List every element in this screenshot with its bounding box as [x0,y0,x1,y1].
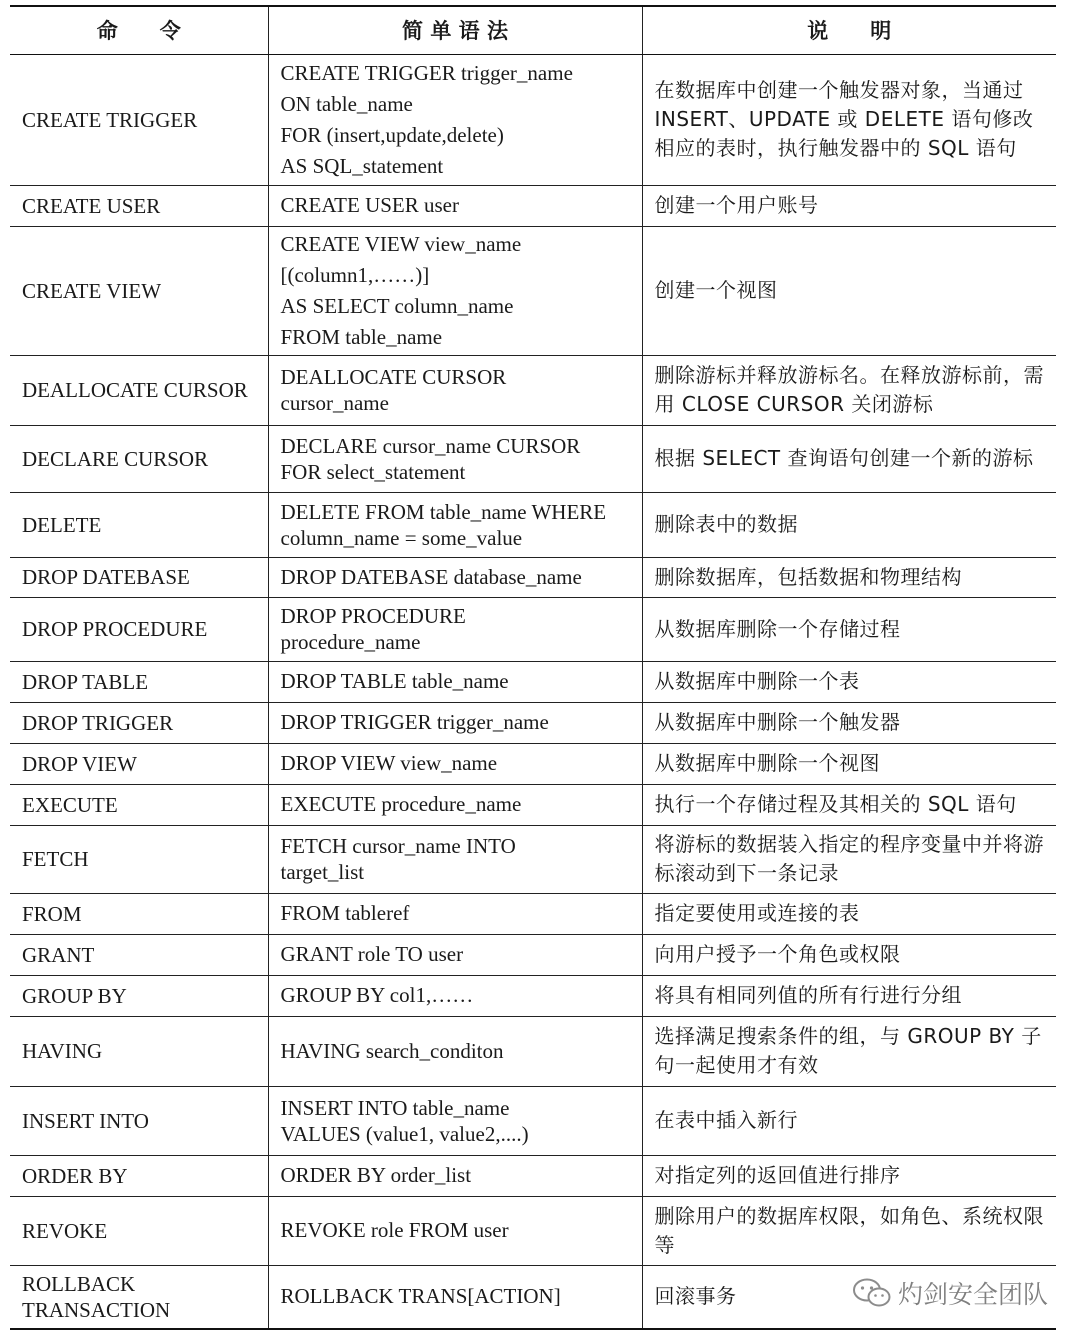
syntax-line: DECLARE cursor_name CURSOR [280,433,581,458]
syntax-line: ON table_name [280,91,413,116]
header-description: 说 明 [642,6,1056,54]
syntax-cell [268,355,642,425]
table-row [10,661,1056,702]
syntax-line: CREATE USER user [280,193,459,217]
command-cell: CREATE USER [10,185,268,226]
syntax-line: DROP VIEW view_name [280,751,498,775]
description-cell: 创建一个用户账号 [642,185,1056,226]
syntax-line: EXECUTE procedure_name [280,792,522,816]
syntax-line: AS SELECT column_name [280,293,514,318]
table-row [10,702,1056,743]
syntax-cell [268,557,642,597]
syntax-cell [268,226,642,355]
table-row [10,185,1056,226]
syntax-cell [268,492,642,557]
syntax-cell [268,934,642,975]
syntax-line: DEALLOCATE CURSOR [280,365,507,389]
command-cell: EXECUTE [10,784,268,825]
syntax-line: CREATE VIEW view_name [280,231,522,256]
description-cell: 从数据库删除一个存储过程 [642,597,1056,661]
syntax-line: DELETE FROM table_name WHERE [280,499,607,524]
description-cell: 从数据库中删除一个触发器 [642,702,1056,743]
command-cell: REVOKE [10,1196,268,1265]
table-row [10,743,1056,784]
description-cell: 将游标的数据装入指定的程序变量中并将游标滚动到下一条记录 [642,825,1056,893]
table-row [10,226,1056,355]
command-cell: CREATE VIEW [10,226,268,355]
description-cell: 根据 SELECT 查询语句创建一个新的游标 [642,425,1056,492]
syntax-cell [268,1196,642,1265]
watermark [852,1275,1048,1311]
command-cell: ORDER BY [10,1155,268,1196]
command-cell: DROP TABLE [10,661,268,702]
watermark-text: 灼剑安全团队 [897,1280,1048,1309]
command-cell: INSERT INTO [10,1086,268,1155]
command-cell: DECLARE CURSOR [10,425,268,492]
syntax-line: [(column1,……)] [280,262,430,287]
syntax-line: FOR select_statement [280,459,466,484]
syntax-cell [268,975,642,1016]
description-cell: 对指定列的返回值进行排序 [642,1155,1056,1196]
description-cell: 将具有相同列值的所有行进行分组 [642,975,1056,1016]
description-cell: 删除表中的数据 [642,492,1056,557]
table-row [10,425,1056,492]
table-row [10,355,1056,425]
table-row [10,492,1056,557]
syntax-line: cursor_name [280,391,389,415]
syntax-cell [268,661,642,702]
syntax-line: DROP DATEBASE database_name [280,564,582,589]
description-cell: 删除数据库，包括数据和物理结构 [642,557,1056,597]
syntax-line: FROM table_name [280,324,443,349]
wechat-icon [852,1277,892,1309]
table-row [10,825,1056,893]
command-cell: DROP TRIGGER [10,702,268,743]
syntax-line: REVOKE role FROM user [280,1218,509,1242]
syntax-line: ROLLBACK TRANS[ACTION] [280,1284,561,1309]
syntax-cell [268,1016,642,1086]
command-cell: CREATE TRIGGER [10,54,268,185]
table-row [10,557,1056,597]
syntax-cell [268,54,642,185]
table-row [10,1086,1056,1155]
syntax-cell [268,1265,642,1329]
syntax-line: VALUES (value1, value2,....) [280,1121,529,1146]
description-cell: 指定要使用或连接的表 [642,893,1056,934]
command-cell: FETCH [10,825,268,893]
syntax-line: procedure_name [280,630,421,654]
header-syntax: 简 单 语 法 [268,6,642,54]
syntax-line: GROUP BY col1,…… [280,983,474,1007]
command-cell: GRANT [10,934,268,975]
table-row [10,54,1056,185]
table-body [10,54,1056,1329]
table-row [10,893,1056,934]
syntax-cell [268,743,642,784]
syntax-line: HAVING search_conditon [280,1038,504,1063]
syntax-cell [268,825,642,893]
syntax-line: CREATE TRIGGER trigger_name [280,60,573,85]
command-cell: FROM [10,893,268,934]
syntax-line: DROP TABLE table_name [280,669,509,693]
description-cell: 从数据库中删除一个视图 [642,743,1056,784]
command-cell: DEALLOCATE CURSOR [10,355,268,425]
syntax-cell [268,702,642,743]
syntax-cell [268,1086,642,1155]
syntax-line: FOR (insert,update,delete) [280,122,504,147]
table-row [10,784,1056,825]
description-cell: 回滚事务 [642,1265,1056,1329]
table-header-row [10,6,1056,54]
description-cell: 删除游标并释放游标名。在释放游标前，需用 CLOSE CURSOR 关闭游标 [642,355,1056,425]
command-cell: ROLLBACK TRANSACTION [10,1265,268,1329]
syntax-line: target_list [280,860,365,884]
table-row [10,1016,1056,1086]
syntax-cell [268,1155,642,1196]
command-cell: HAVING [10,1016,268,1086]
table-row [10,1196,1056,1265]
syntax-cell [268,425,642,492]
command-cell: GROUP BY [10,975,268,1016]
description-cell: 向用户授予一个角色或权限 [642,934,1056,975]
description-cell: 选择满足搜索条件的组，与 GROUP BY 子句一起使用才有效 [642,1016,1056,1086]
sql-command-table [10,5,1056,1330]
table-row [10,597,1056,661]
document-page [10,5,1056,1330]
description-cell: 在数据库中创建一个触发器对象，当通过 INSERT、UPDATE 或 DELETE 语句修改相应的表时，执行触发器中的 SQL 语句 [642,54,1056,185]
syntax-line: DROP PROCEDURE [280,604,466,628]
command-cell: DROP PROCEDURE [10,597,268,661]
command-cell: DROP DATEBASE [10,557,268,597]
command-cell: DROP VIEW [10,743,268,784]
header-command: 命 令 [10,6,268,54]
syntax-line: FROM tableref [280,901,410,925]
table-row [10,975,1056,1016]
table-row [10,1155,1056,1196]
description-cell: 在表中插入新行 [642,1086,1056,1155]
description-cell: 创建一个视图 [642,226,1056,355]
syntax-cell [268,893,642,934]
description-cell: 执行一个存储过程及其相关的 SQL 语句 [642,784,1056,825]
syntax-cell [268,597,642,661]
syntax-cell [268,185,642,226]
syntax-line: FETCH cursor_name INTO [280,834,516,858]
syntax-line: DROP TRIGGER trigger_name [280,710,549,734]
syntax-line: INSERT INTO table_name [280,1095,510,1120]
description-cell: 删除用户的数据库权限，如角色、系统权限等 [642,1196,1056,1265]
table-row [10,934,1056,975]
description-cell: 从数据库中删除一个表 [642,661,1056,702]
syntax-line: GRANT role TO user [280,942,464,966]
syntax-cell [268,784,642,825]
syntax-line: AS SQL_statement [280,153,444,178]
command-cell: DELETE [10,492,268,557]
syntax-line: column_name = some_value [280,525,523,550]
syntax-line: ORDER BY order_list [280,1163,472,1187]
